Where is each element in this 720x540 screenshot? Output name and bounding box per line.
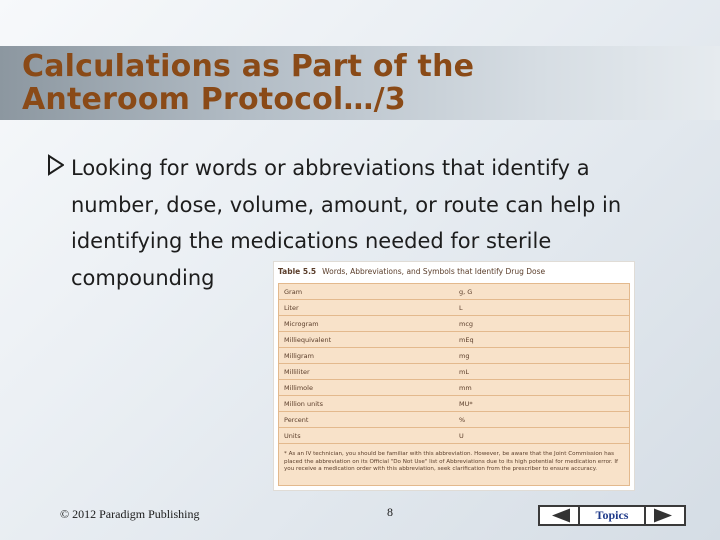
table-cell-abbr: L — [459, 304, 463, 312]
table-row — [279, 364, 629, 380]
table-footnote: * As an IV technician, you should be familiar with this abbreviation. However, be aware that the Joint Commission has placed the abbreviation on its Official "Do Not Use" list of Abbreviations due to its high potential for medication error. If you receive a medication order with this abbreviation, seek clarification from the prescriber to ensure accuracy. — [284, 451, 618, 473]
table-cell-word: Milligram — [284, 352, 314, 360]
table-cell-abbr: % — [459, 416, 466, 424]
table-row — [279, 332, 629, 348]
page-number: 8 — [387, 505, 393, 519]
table-row — [279, 428, 629, 444]
table-caption — [278, 267, 545, 276]
triangle-right-icon — [646, 507, 684, 524]
table-row — [279, 348, 629, 364]
table-cell-word: Milliequivalent — [284, 336, 332, 344]
table-cell-word: Million units — [284, 400, 323, 408]
table-body — [278, 283, 630, 486]
table-cell-word: Microgram — [284, 320, 319, 328]
next-slide-button[interactable] — [644, 505, 686, 526]
table-cell-abbr: mcg — [459, 320, 474, 328]
table-row — [279, 380, 629, 396]
table-row — [279, 412, 629, 428]
table-cell-abbr: mL — [459, 368, 469, 376]
bullet-text: Looking for words or abbreviations that identify a number, dose, volume, amount, or route can help in identifying the medications needed for sterile compounding — [71, 156, 622, 290]
table-cell-word: Units — [284, 432, 301, 440]
table-cell-word: Milliliter — [284, 368, 310, 376]
table-row — [279, 316, 629, 332]
table-cell-word: Percent — [284, 416, 309, 424]
table-row — [279, 396, 629, 412]
table-number: Table 5.5 — [278, 267, 317, 276]
table-cell-abbr: U — [459, 432, 464, 440]
drug-dose-table-image — [274, 262, 634, 490]
arrow-bullet-icon — [48, 154, 64, 176]
previous-slide-button[interactable] — [538, 505, 580, 526]
table-cell-abbr: mg — [459, 352, 470, 360]
copyright-text: © 2012 Paradigm Publishing — [60, 507, 200, 521]
table-caption-text: Words, Abbreviations, and Symbols that Identify Drug Dose — [322, 267, 546, 276]
table-cell-abbr: mEq — [459, 336, 474, 344]
table-cell-word: Millimole — [284, 384, 313, 392]
table-row — [279, 300, 629, 316]
slide-navigation — [538, 505, 686, 526]
triangle-left-icon — [540, 507, 578, 524]
table-cell-abbr: mm — [459, 384, 472, 392]
table-row — [279, 284, 629, 300]
table-cell-abbr: g, G — [459, 288, 473, 296]
table-cell-word: Liter — [284, 304, 299, 312]
table-cell-abbr: MU* — [459, 400, 473, 408]
topics-button[interactable]: Topics — [580, 505, 644, 526]
slide-title: Calculations as Part of the Anteroom Protocol…/3 — [22, 49, 475, 117]
table-cell-word: Gram — [284, 288, 303, 296]
